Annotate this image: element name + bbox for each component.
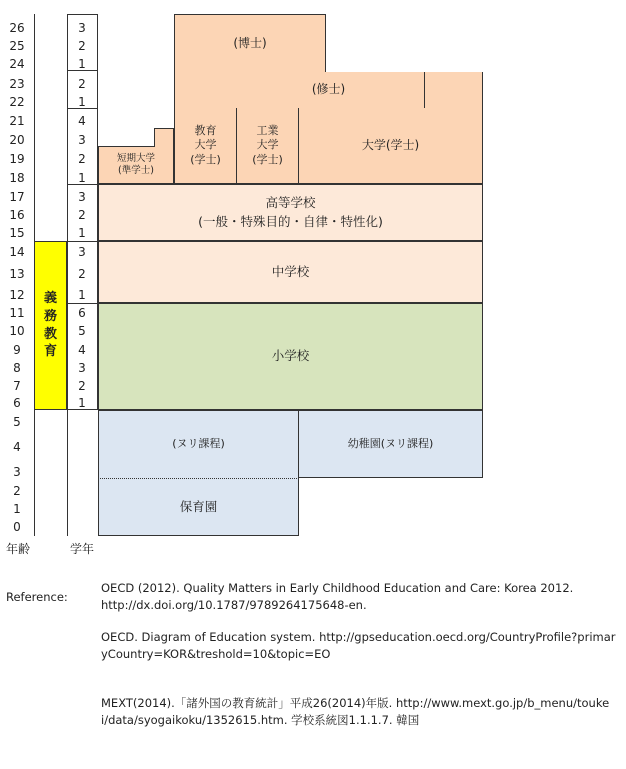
middle-school-grade: 2 <box>78 267 86 281</box>
age-label: 23 <box>9 77 25 91</box>
age-label: 21 <box>9 114 25 128</box>
age-label: 17 <box>9 190 25 204</box>
age-label: 15 <box>9 226 25 240</box>
age-label: 10 <box>9 324 25 338</box>
age-label: 25 <box>9 39 25 53</box>
university-grade: 3 <box>78 133 86 147</box>
elementary-grade: 1 <box>78 396 86 410</box>
doctor-grade: 3 <box>78 21 86 35</box>
age-label: 3 <box>13 465 21 479</box>
grade-divider <box>67 241 98 242</box>
age-label: 4 <box>13 440 21 454</box>
age-label: 7 <box>13 379 21 393</box>
age-label: 20 <box>9 133 25 147</box>
reference-entry: OECD (2012). Quality Matters in Early Childhood Education and Care: Korea 2012. http://dx.doi.org/10.1787/9789264175648-en. <box>101 581 574 612</box>
age-label: 6 <box>13 396 21 410</box>
age-label: 19 <box>9 152 25 166</box>
middle-school-grade: 3 <box>78 245 86 259</box>
industrial-university: 工業 大学 (学士) <box>236 108 299 184</box>
age-label: 16 <box>9 208 25 222</box>
junior-college: 短期大学 (準学士) <box>98 146 174 184</box>
elementary-grade: 2 <box>78 379 86 393</box>
elementary-grade: 4 <box>78 343 86 357</box>
reference-label: Reference: <box>6 590 68 604</box>
master-grade: 2 <box>78 77 86 91</box>
middle-school-grade: 1 <box>78 288 86 302</box>
university-grade: 4 <box>78 114 86 128</box>
compulsory-education-label: 義 務 教 育 <box>34 241 67 410</box>
middle-school: 中学校 <box>98 241 483 303</box>
elementary-grade: 6 <box>78 306 86 320</box>
age-label: 26 <box>9 21 25 35</box>
junior-college-step <box>154 128 174 147</box>
age-label: 12 <box>9 288 25 302</box>
kindergarten: 幼稚園(ヌリ課程) <box>298 410 483 478</box>
master-grade: 1 <box>78 95 86 109</box>
high-school-grade: 1 <box>78 226 86 240</box>
nursery: 保育園 <box>179 498 218 514</box>
grade-column-label: 学年 <box>70 542 95 556</box>
reference-entry: OECD. Diagram of Education system. http://gpseducation.oecd.org/CountryProfile?primaryCountry=KOR&treshold=10&topic=EO <box>101 630 616 661</box>
high-school-grade: 2 <box>78 208 86 222</box>
doctor-grade: 2 <box>78 39 86 53</box>
age-label: 22 <box>9 95 25 109</box>
age-label: 8 <box>13 361 21 375</box>
grade-divider <box>67 303 98 304</box>
master-program: (修士) <box>174 72 483 108</box>
nuri-course: (ヌリ課程) <box>172 436 225 450</box>
doctor-grade: 1 <box>78 57 86 71</box>
age-label: 1 <box>13 502 21 516</box>
master-step-line <box>424 72 425 108</box>
elementary-grade: 5 <box>78 324 86 338</box>
university-grade: 1 <box>78 171 86 185</box>
age-label: 18 <box>9 171 25 185</box>
age-label: 5 <box>13 415 21 429</box>
age-label: 0 <box>13 520 21 534</box>
doctor-program: (博士) <box>174 14 326 72</box>
age-column-label: 年齢 <box>6 542 31 556</box>
elementary-grade: 3 <box>78 361 86 375</box>
age-label: 24 <box>9 57 25 71</box>
elementary-school: 小学校 <box>98 303 483 410</box>
education-university: 教育 大学 (学士) <box>174 108 237 184</box>
high-school: 高等学校 (一般・特殊目的・自律・特性化) <box>98 184 483 241</box>
age-label: 9 <box>13 343 21 357</box>
university-grade: 2 <box>78 152 86 166</box>
age-label: 2 <box>13 484 21 498</box>
reference-entry: MEXT(2014).「諸外国の教育統計」平成26(2014)年版. http://www.mext.go.jp/b_menu/toukei/data/syogaikoku/1352615.htm. 学校系統図1.1.1.7. 韓国 <box>101 696 610 727</box>
age-label: 13 <box>9 267 25 281</box>
high-school-grade: 3 <box>78 190 86 204</box>
age-label: 14 <box>9 245 25 259</box>
university: 大学(学士) <box>298 108 483 184</box>
age-label: 11 <box>9 306 25 320</box>
